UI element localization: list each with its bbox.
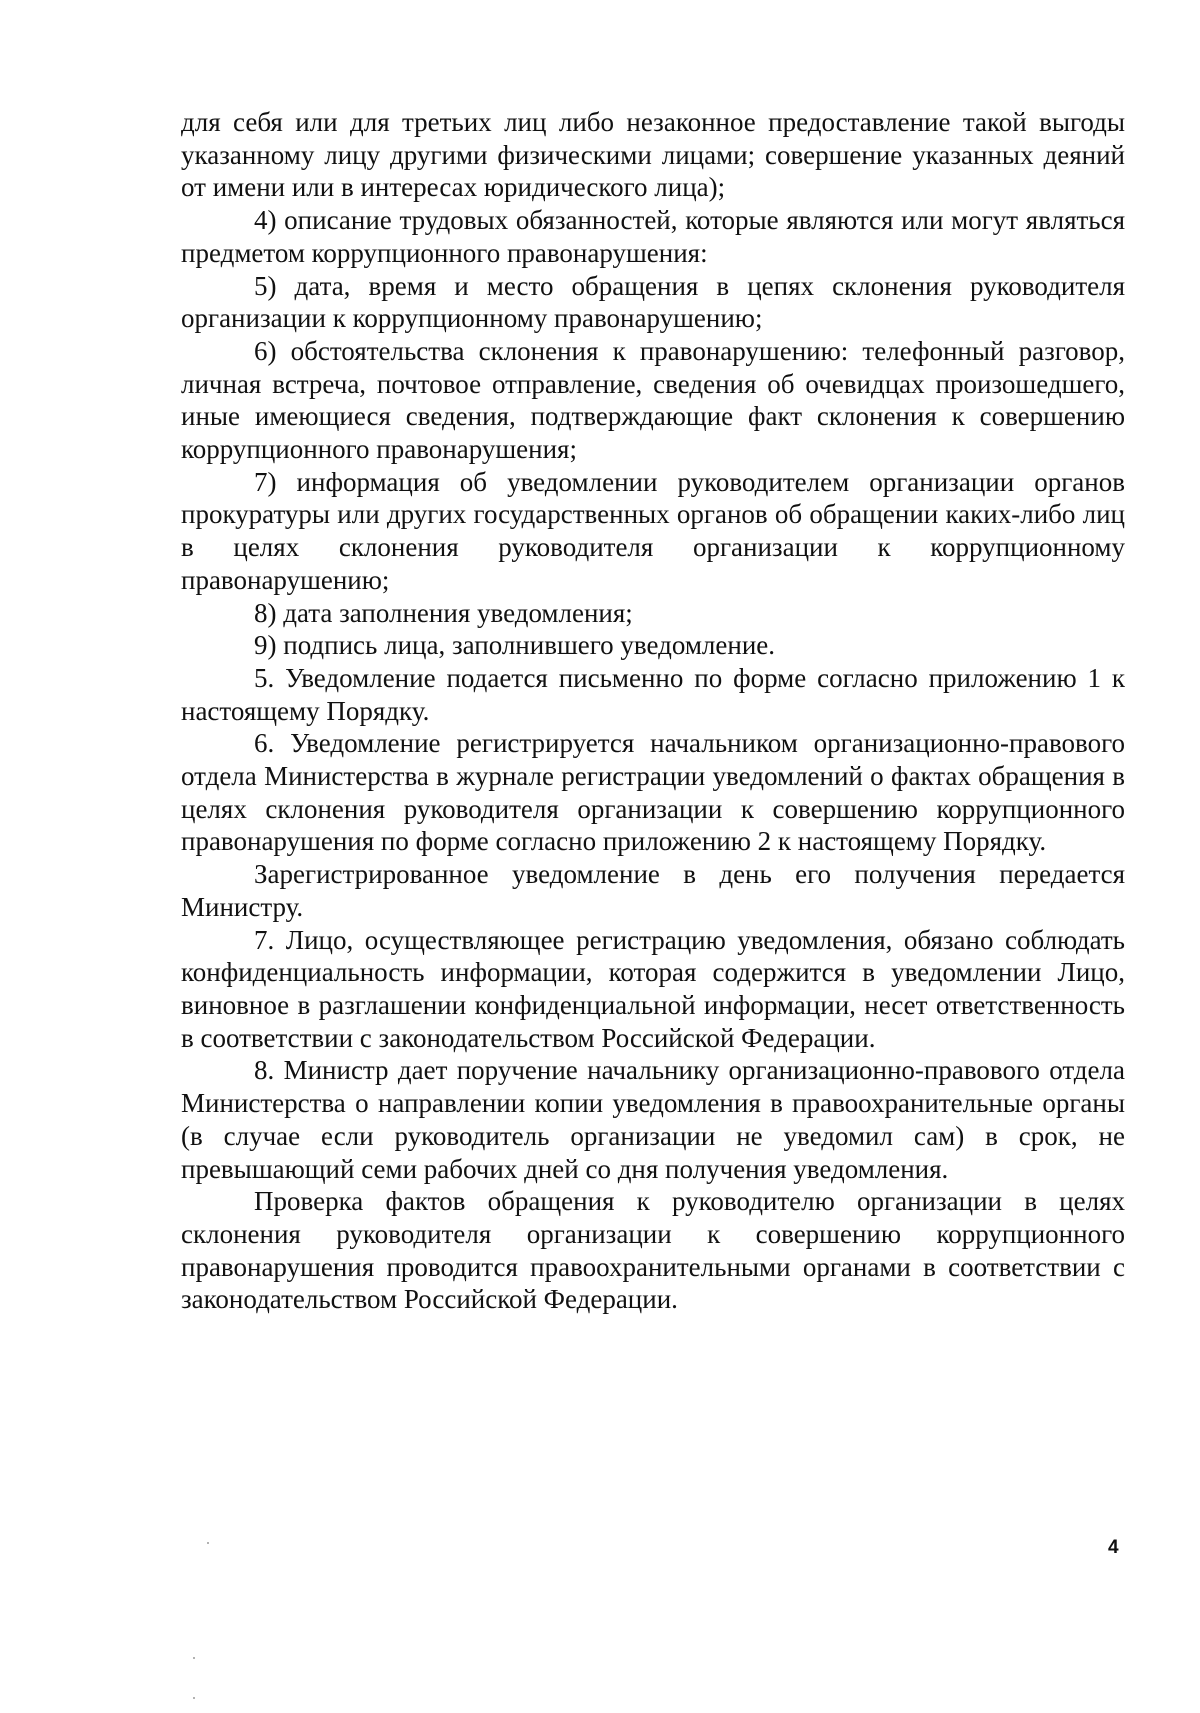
list-item-6: 6) обстоятельства склонения к правонарушению: телефонный разговор, личная встреча, почтовое отправление, сведения об очевидцах произошедшего, иные имеющиеся сведения, подтверждающие факт склонения к совершению коррупционного правонарушения; — [181, 335, 1125, 465]
list-item-7: 7) информация об уведомлении руководителем организации органов прокуратуры или других государственных органов об обращении каких-либо лиц в целях склонения руководителя организации к коррупционному правонарушению; — [181, 466, 1125, 595]
scan-artifact-dot — [193, 1697, 195, 1699]
list-item-4: 4) описание трудовых обязанностей, которые являются или могут являться предметом коррупционного правонарушения: — [181, 205, 1125, 268]
list-item-5: 5) дата, время и место обращения в цепях склонения руководителя организации к коррупционному правонарушению; — [181, 270, 1125, 334]
clause-6: 6. Уведомление регистрируется начальником организационно-правового отдела Министерства в журнале регистрации уведомлений о фактах обращения в целях склонения руководителя организации к совершению коррупционного правонарушения по форме согласно приложению 2 к настоящему Порядку. — [181, 728, 1125, 857]
clause-6-continuation: Зарегистрированное уведомление в день его получения передается Министру. — [181, 859, 1125, 922]
list-item-8: 8) дата заполнения уведомления; — [254, 597, 633, 628]
clause-8-continuation: Проверка фактов обращения к руководителю организации в целях склонения руководителя организации к совершению коррупционного правонарушения проводится правоохранительными органами в соответствии с законодательством Российской Федерации. — [181, 1186, 1125, 1315]
clause-7: 7. Лицо, осуществляющее регистрацию уведомления, обязано соблюдать конфиденциальность информации, которая содержится в уведомлении Лицо, виновное в разглашении конфиденциальной информации, несет ответственность в соответствии с законодательством Российской Федерации. — [181, 924, 1125, 1053]
paragraph-continuation: для себя или для третьих лиц либо незаконное предоставление такой выгоды указанному лицу другими физическими лицами; совершение указанных деяний от имени или в интересах юридического лица); — [181, 107, 1125, 203]
page-number: 4 — [1108, 1537, 1119, 1558]
scan-artifact-dot — [207, 1542, 209, 1544]
clause-8: 8. Министр дает поручение начальнику организационно-правового отдела Министерства о направлении копии уведомления в правоохранительные органы (в случае если руководитель организации не уведомил сам) в срок, не превышающий семи рабочих дней со дня получения уведомления. — [181, 1055, 1125, 1184]
clause-5: 5. Уведомление подается письменно по форме согласно приложению 1 к настоящему Порядку. — [181, 662, 1125, 726]
scan-artifact-dot — [193, 1657, 195, 1659]
document-page — [181, 106, 1125, 1316]
list-item-9: 9) подпись лица, заполнившего уведомление. — [254, 630, 776, 661]
